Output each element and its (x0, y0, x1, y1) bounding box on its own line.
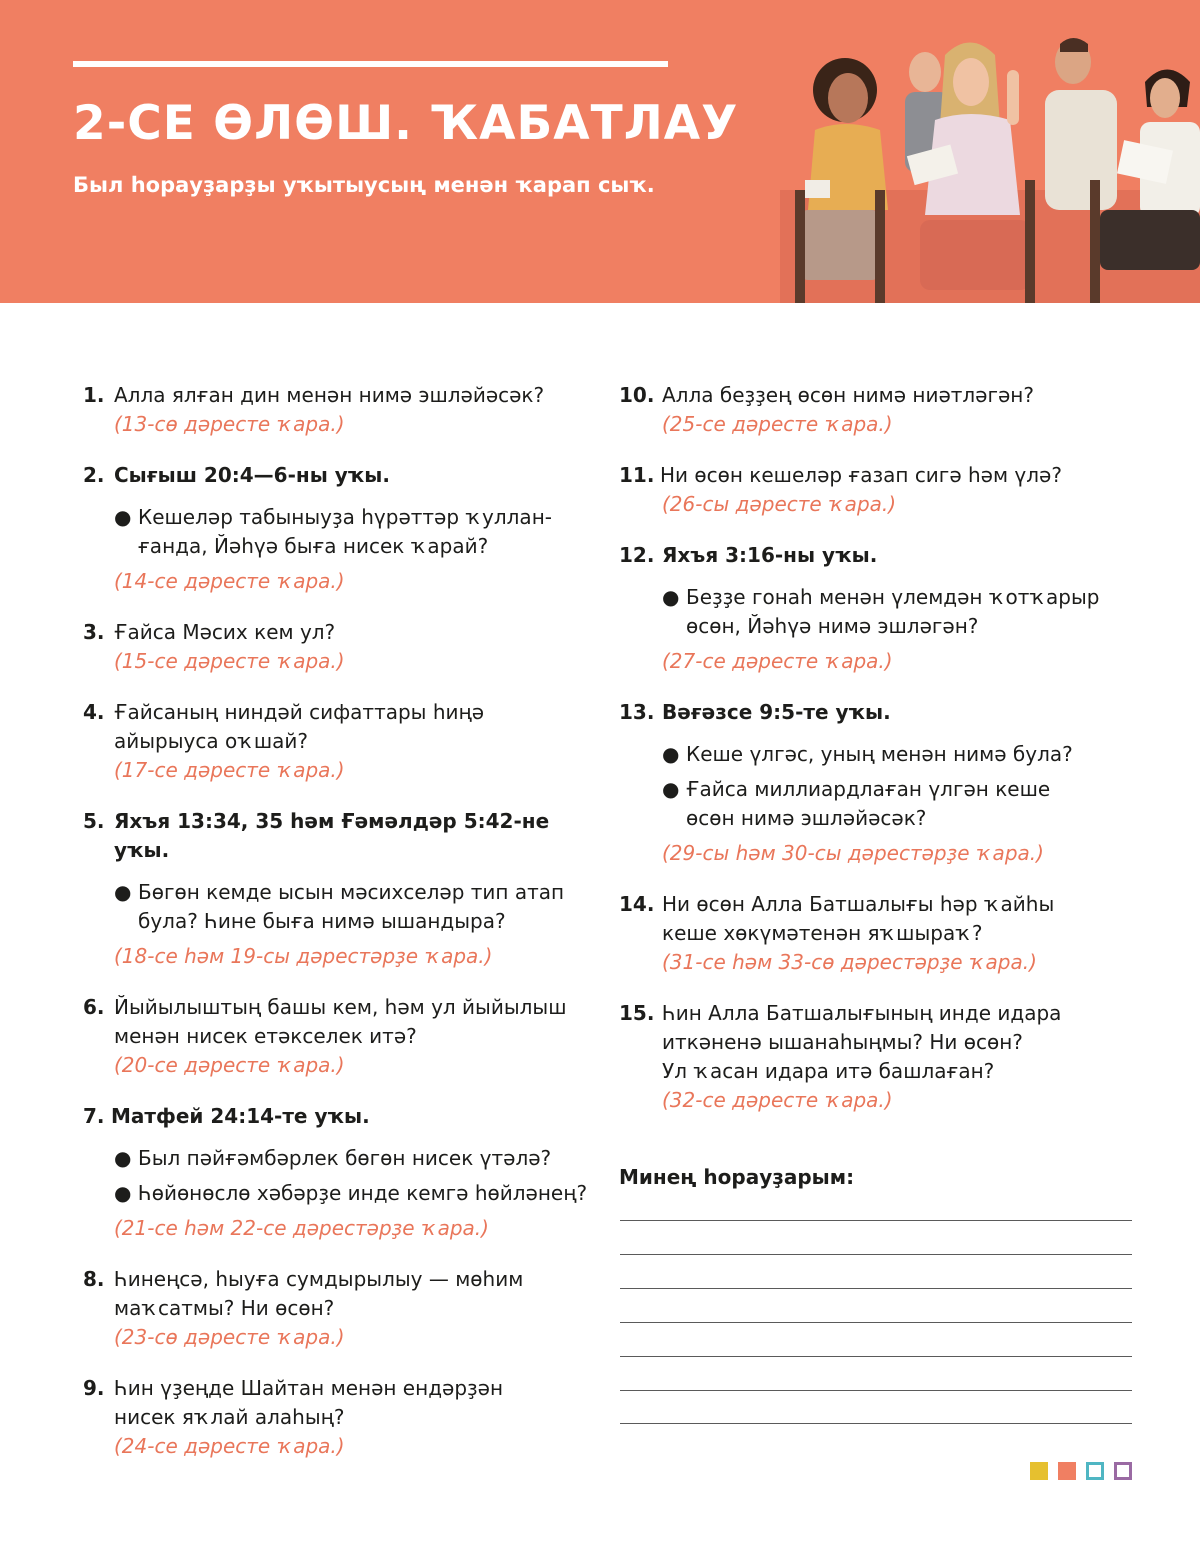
decor-square-coral (1058, 1462, 1076, 1480)
question-13 (619, 698, 1134, 868)
question-6 (83, 993, 598, 1080)
question-number: 7. (83, 1104, 105, 1128)
question-number: 14. (619, 892, 655, 916)
question-text: Сығыш 20:4—6-ны уҡы. (114, 463, 390, 487)
notes-heading: Минең һорауҙарым: (619, 1165, 855, 1189)
header-rule (73, 61, 668, 67)
bullet-item: ● Был пәйғәмбәрлек бөгөн нисек үтәлә? (114, 1144, 598, 1173)
lesson-reference: (32-се дәресте ҡара.) (662, 1088, 893, 1112)
bullet-dot: ● (114, 1181, 132, 1205)
note-line[interactable] (620, 1390, 1132, 1391)
question-text: Алла ялған дин менән нимә эшләйәсәк? (114, 383, 545, 407)
lesson-reference: (29-сы һәм 30-сы дәрестәрҙе ҡара.) (662, 841, 1044, 865)
question-number: 13. (619, 700, 655, 724)
bullet-dot: ● (114, 880, 132, 904)
questions-left-column (83, 381, 598, 1461)
bullet-item: ● Ғайса миллиардлаған үлгән кеше өсөн нимә эшләйәсәк? (662, 775, 1134, 833)
question-number: 6. (83, 995, 105, 1019)
question-text: Яхъя 13:34, 35 һәм Ғәмәлдәр 5:42-не уҡы. (114, 809, 550, 862)
note-line[interactable] (620, 1356, 1132, 1357)
bullet-item: ● Кеше үлгәс, уның менән нимә була? (662, 740, 1134, 769)
header-banner (0, 0, 1200, 303)
question-text: Һинеңсә, һыуға сумдырылыу — мөһим маҡсатмы? Ни өсөн? (114, 1267, 524, 1320)
question-number: 2. (83, 463, 105, 487)
question-2 (83, 461, 598, 596)
lesson-reference: (23-сө дәресте ҡара.) (114, 1325, 345, 1349)
question-7 (83, 1102, 598, 1243)
question-10 (619, 381, 1134, 439)
question-number: 4. (83, 700, 105, 724)
question-text: Ғайсаның ниндәй сифаттары һиңә айырыуса оҡшай? (114, 700, 485, 753)
question-text: Ни өсөн Алла Батшалығы һәр ҡайһы кеше хөкүмәтенән яҡшыраҡ? (662, 892, 1055, 945)
question-text: Вәғәзсе 9:5-те уҡы. (662, 700, 891, 724)
question-4 (83, 698, 598, 785)
question-number: 1. (83, 383, 105, 407)
questions-right-column (619, 381, 1134, 1115)
question-text: Яхъя 3:16-ны уҡы. (662, 543, 878, 567)
bullet-item: ● Кешеләр табыныуҙа һүрәттәр ҡуллан- ғанда, Йәһүә быға нисек ҡарай? (114, 503, 598, 561)
note-line[interactable] (620, 1322, 1132, 1323)
question-15 (619, 999, 1134, 1115)
bullet-dot: ● (114, 1146, 132, 1170)
lesson-reference: (17-се дәресте ҡара.) (114, 758, 345, 782)
question-number: 3. (83, 620, 105, 644)
bullet-dot: ● (662, 585, 680, 609)
people-illustration (760, 30, 1200, 303)
question-number: 9. (83, 1376, 105, 1400)
note-line[interactable] (620, 1220, 1132, 1221)
lesson-reference: (20-се дәресте ҡара.) (114, 1053, 345, 1077)
lesson-reference: (31-се һәм 33-сө дәрестәрҙе ҡара.) (662, 950, 1037, 974)
question-3 (83, 618, 598, 676)
page-title: 2-СЕ ӨЛӨШ. ҠАБАТЛАУ (73, 96, 739, 151)
lesson-reference: (21-се һәм 22-се дәрестәрҙе ҡара.) (114, 1216, 489, 1240)
question-12 (619, 541, 1134, 676)
decor-square-yellow (1030, 1462, 1048, 1480)
question-9 (83, 1374, 598, 1461)
page-subtitle: Был һорауҙарҙы уҡытыусың менән ҡарап сыҡ. (73, 173, 655, 197)
question-number: 15. (619, 1001, 655, 1025)
question-8 (83, 1265, 598, 1352)
question-text: Һин үҙеңде Шайтан менән ендәрҙән нисек яҡлай алаһың? (114, 1376, 504, 1429)
bullet-item: ● Һөйөнөслө хәбәрҙе инде кемгә һөйләнең? (114, 1179, 598, 1208)
question-text: Ғайса Мәсих кем ул? (114, 620, 336, 644)
bullet-dot: ● (662, 777, 680, 801)
lesson-reference: (26-сы дәресте ҡара.) (662, 492, 897, 516)
question-text: Ни өсөн кешеләр ғазап сигә һәм үлә? (660, 463, 1062, 487)
question-text: Алла беҙҙең өсөн нимә ниәтләгән? (662, 383, 1034, 407)
decor-square-teal (1086, 1462, 1104, 1480)
bullet-dot: ● (662, 742, 680, 766)
bullet-item: ● Бөгөн кемде ысын мәсихселәр тип атап була? Һине быға нимә ышандыра? (114, 878, 598, 936)
lesson-reference: (18-се һәм 19-сы дәрестәрҙе ҡара.) (114, 944, 493, 968)
question-number: 11. (619, 463, 655, 487)
question-text: Һин Алла Батшалығының инде идара иткәненә ышанаһыңмы? Ни өсөн? Ул ҡасан идара итә башлаған? (662, 1001, 1062, 1083)
question-number: 5. (83, 809, 105, 833)
question-number: 8. (83, 1267, 105, 1291)
lesson-reference: (15-се дәресте ҡара.) (114, 649, 345, 673)
note-line[interactable] (620, 1254, 1132, 1255)
question-text: Йыйылыштың башы кем, һәм ул йыйылыш менән нисек етәкселек итә? (114, 995, 567, 1048)
question-11 (619, 461, 1134, 519)
question-14 (619, 890, 1134, 977)
lesson-reference: (27-се дәресте ҡара.) (662, 649, 893, 673)
note-line[interactable] (620, 1423, 1132, 1424)
decor-square-purple (1114, 1462, 1132, 1480)
lesson-reference: (14-се дәресте ҡара.) (114, 569, 345, 593)
question-5 (83, 807, 598, 971)
question-number: 12. (619, 543, 655, 567)
bullet-dot: ● (114, 505, 132, 529)
bullet-item: ● Беҙҙе гонаһ менән үлемдән ҡотҡарыр өсөн, Йәһүә нимә эшләгән? (662, 583, 1134, 641)
question-number: 10. (619, 383, 655, 407)
lesson-reference: (24-се дәресте ҡара.) (114, 1434, 345, 1458)
question-1 (83, 381, 598, 439)
note-line[interactable] (620, 1288, 1132, 1289)
lesson-reference: (13-сө дәресте ҡара.) (114, 412, 345, 436)
lesson-reference: (25-се дәресте ҡара.) (662, 412, 893, 436)
question-text: Матфей 24:14-те уҡы. (111, 1104, 370, 1128)
